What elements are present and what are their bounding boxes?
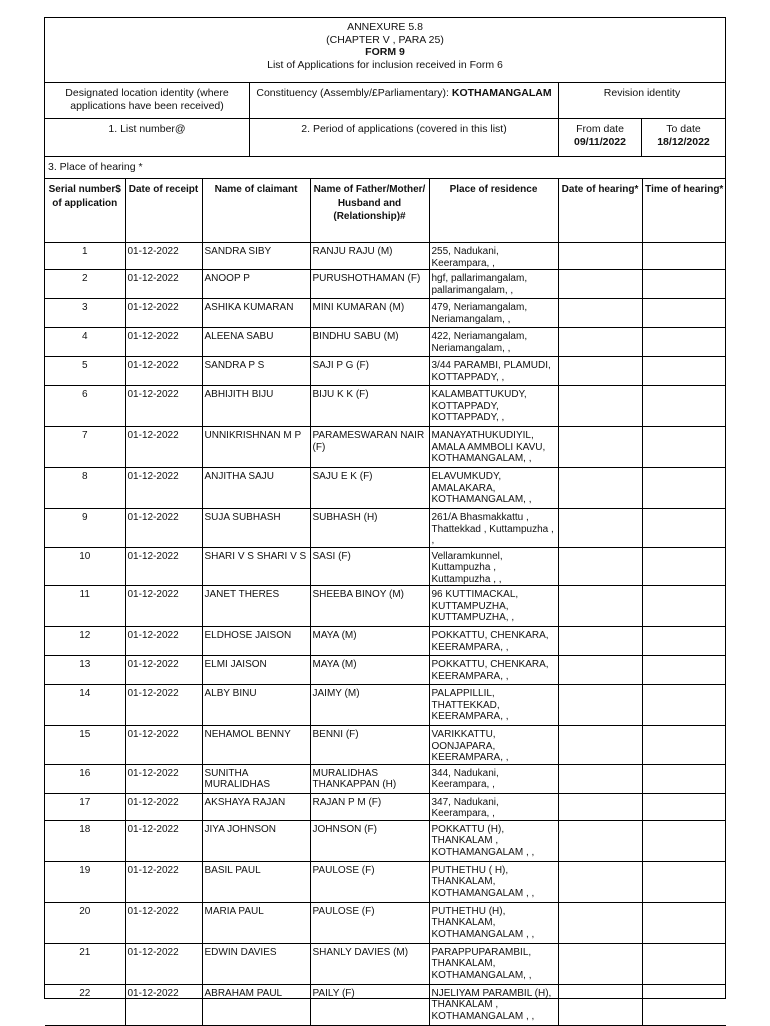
serial-number: 19 bbox=[45, 861, 125, 902]
place-of-residence: 344, Nadukani, Keerampara, , bbox=[429, 764, 558, 793]
claimant-name: ALEENA SABU bbox=[202, 328, 310, 357]
serial-number: 14 bbox=[45, 685, 125, 726]
date-of-receipt: 01-12-2022 bbox=[125, 547, 202, 586]
table-row bbox=[45, 685, 726, 726]
header-hearing-time: Time of hearing* bbox=[642, 179, 726, 243]
list-period-row bbox=[45, 119, 725, 157]
date-of-receipt: 01-12-2022 bbox=[125, 243, 202, 270]
place-of-hearing-label: 3. Place of hearing * bbox=[45, 157, 725, 179]
table-row bbox=[45, 943, 726, 984]
hearing-time-cell bbox=[642, 764, 726, 793]
claimant-name: AKSHAYA RAJAN bbox=[202, 793, 310, 820]
serial-number: 6 bbox=[45, 386, 125, 427]
place-of-residence: PUTHETHU ( H), THANKALAM, KOTHAMANGALAM , , bbox=[429, 861, 558, 902]
date-of-receipt: 01-12-2022 bbox=[125, 902, 202, 943]
relation-name: BENNI (F) bbox=[310, 726, 429, 765]
serial-number: 9 bbox=[45, 509, 125, 548]
hearing-time-cell bbox=[642, 509, 726, 548]
date-of-receipt: 01-12-2022 bbox=[125, 793, 202, 820]
date-of-receipt: 01-12-2022 bbox=[125, 726, 202, 765]
date-of-receipt: 01-12-2022 bbox=[125, 427, 202, 468]
relation-name: JAIMY (M) bbox=[310, 685, 429, 726]
place-of-residence: POKKATTU, CHENKARA, KEERAMPARA, , bbox=[429, 656, 558, 685]
claimant-name: ANJITHA SAJU bbox=[202, 468, 310, 509]
serial-number: 20 bbox=[45, 902, 125, 943]
relation-name: RAJAN P M (F) bbox=[310, 793, 429, 820]
hearing-time-cell bbox=[642, 299, 726, 328]
to-date-label: To date bbox=[666, 123, 701, 135]
claimant-name: JIYA JOHNSON bbox=[202, 820, 310, 861]
hearing-time-cell bbox=[642, 685, 726, 726]
serial-number: 13 bbox=[45, 656, 125, 685]
hearing-time-cell bbox=[642, 468, 726, 509]
date-of-receipt: 01-12-2022 bbox=[125, 861, 202, 902]
relation-name: SAJI P G (F) bbox=[310, 357, 429, 386]
hearing-date-cell bbox=[558, 270, 642, 299]
table-row bbox=[45, 586, 726, 627]
hearing-date-cell bbox=[558, 820, 642, 861]
place-of-residence: MANAYATHUKUDIYIL, AMALA AMMBOLI KAVU, KOTHAMANGALAM, , bbox=[429, 427, 558, 468]
form-9-page bbox=[44, 17, 726, 1022]
date-of-receipt: 01-12-2022 bbox=[125, 270, 202, 299]
hearing-time-cell bbox=[642, 793, 726, 820]
claimant-name: UNNIKRISHNAN M P bbox=[202, 427, 310, 468]
place-of-residence: ELAVUMKUDY, AMALAKARA, KOTHAMANGALAM, , bbox=[429, 468, 558, 509]
relation-name: MINI KUMARAN (M) bbox=[310, 299, 429, 328]
claimant-name: ALBY BINU bbox=[202, 685, 310, 726]
relation-name: BIJU K K (F) bbox=[310, 386, 429, 427]
hearing-date-cell bbox=[558, 509, 642, 548]
hearing-date-cell bbox=[558, 357, 642, 386]
identity-row bbox=[45, 83, 725, 119]
hearing-date-cell bbox=[558, 386, 642, 427]
hearing-date-cell bbox=[558, 902, 642, 943]
place-of-residence: POKKATTU, CHENKARA, KEERAMPARA, , bbox=[429, 627, 558, 656]
table-row bbox=[45, 357, 726, 386]
date-of-receipt: 01-12-2022 bbox=[125, 299, 202, 328]
hearing-date-cell bbox=[558, 586, 642, 627]
hearing-time-cell bbox=[642, 427, 726, 468]
serial-number: 11 bbox=[45, 586, 125, 627]
table-row bbox=[45, 386, 726, 427]
serial-number: 12 bbox=[45, 627, 125, 656]
table-row bbox=[45, 509, 726, 548]
serial-number: 8 bbox=[45, 468, 125, 509]
claimant-name: ANOOP P bbox=[202, 270, 310, 299]
place-of-residence: 96 KUTTIMACKAL, KUTTAMPUZHA, KUTTAMPUZHA, , bbox=[429, 586, 558, 627]
place-of-residence: hgf, pallarimangalam, pallarimangalam, , bbox=[429, 270, 558, 299]
serial-number: 7 bbox=[45, 427, 125, 468]
claimant-name: MARIA PAUL bbox=[202, 902, 310, 943]
table-row bbox=[45, 627, 726, 656]
table-row bbox=[45, 793, 726, 820]
relation-name: MAYA (M) bbox=[310, 656, 429, 685]
hearing-time-cell bbox=[642, 243, 726, 270]
table-row bbox=[45, 726, 726, 765]
date-of-receipt: 01-12-2022 bbox=[125, 357, 202, 386]
form-description: List of Applications for inclusion received in Form 6 bbox=[267, 58, 503, 71]
period-label: 2. Period of applications (covered in this list) bbox=[250, 119, 559, 156]
table-row bbox=[45, 764, 726, 793]
relation-name: SHEEBA BINOY (M) bbox=[310, 586, 429, 627]
hearing-date-cell bbox=[558, 656, 642, 685]
serial-number: 10 bbox=[45, 547, 125, 586]
relation-name: PAULOSE (F) bbox=[310, 861, 429, 902]
table-row bbox=[45, 243, 726, 270]
table-row bbox=[45, 984, 726, 1025]
claimant-name: ABRAHAM PAUL bbox=[202, 984, 310, 1025]
claimant-name: SHARI V S SHARI V S bbox=[202, 547, 310, 586]
place-of-residence: NJELIYAM PARAMBIL (H), THANKALAM , KOTHAMANGALAM , , bbox=[429, 984, 558, 1025]
hearing-time-cell bbox=[642, 586, 726, 627]
header-claimant: Name of claimant bbox=[202, 179, 310, 243]
claimant-name: ELDHOSE JAISON bbox=[202, 627, 310, 656]
relation-name: MURALIDHAS THANKAPPAN (H) bbox=[310, 764, 429, 793]
relation-name: SHANLY DAVIES (M) bbox=[310, 943, 429, 984]
place-of-residence: 422, Neriamangalam, Neriamangalam, , bbox=[429, 328, 558, 357]
annexure-title: ANNEXURE 5.8 bbox=[347, 21, 423, 33]
from-date-cell bbox=[559, 119, 642, 156]
table-row bbox=[45, 820, 726, 861]
hearing-date-cell bbox=[558, 243, 642, 270]
claimant-name: ELMI JAISON bbox=[202, 656, 310, 685]
date-of-receipt: 01-12-2022 bbox=[125, 984, 202, 1025]
relation-name: SUBHASH (H) bbox=[310, 509, 429, 548]
serial-number: 17 bbox=[45, 793, 125, 820]
hearing-time-cell bbox=[642, 861, 726, 902]
hearing-date-cell bbox=[558, 547, 642, 586]
relation-name: PAULOSE (F) bbox=[310, 902, 429, 943]
constituency-value: KOTHAMANGALAM bbox=[451, 87, 552, 99]
header-residence: Place of residence bbox=[429, 179, 558, 243]
hearing-time-cell bbox=[642, 357, 726, 386]
hearing-time-cell bbox=[642, 726, 726, 765]
place-of-residence: 479, Neriamangalam, Neriamangalam, , bbox=[429, 299, 558, 328]
hearing-date-cell bbox=[558, 299, 642, 328]
date-of-receipt: 01-12-2022 bbox=[125, 627, 202, 656]
claimant-name: ABHIJITH BIJU bbox=[202, 386, 310, 427]
constituency-cell bbox=[250, 83, 559, 118]
hearing-date-cell bbox=[558, 468, 642, 509]
from-date-value: 09/11/2022 bbox=[574, 136, 626, 148]
header-serial: Serial number$ of application bbox=[45, 179, 125, 243]
relation-name: PARAMESWARAN NAIR (F) bbox=[310, 427, 429, 468]
chapter-reference: (CHAPTER V , PARA 25) bbox=[326, 33, 444, 46]
hearing-time-cell bbox=[642, 627, 726, 656]
hearing-time-cell bbox=[642, 902, 726, 943]
place-of-residence: POKKATTU (H), THANKALAM , KOTHAMANGALAM , , bbox=[429, 820, 558, 861]
table-row bbox=[45, 299, 726, 328]
date-of-receipt: 01-12-2022 bbox=[125, 656, 202, 685]
date-of-receipt: 01-12-2022 bbox=[125, 328, 202, 357]
claimant-name: BASIL PAUL bbox=[202, 861, 310, 902]
relation-name: JOHNSON (F) bbox=[310, 820, 429, 861]
hearing-time-cell bbox=[642, 656, 726, 685]
table-row bbox=[45, 861, 726, 902]
relation-name: BINDHU SABU (M) bbox=[310, 328, 429, 357]
place-of-residence: KALAMBATTUKUDY, KOTTAPPADY, KOTTAPPADY, , bbox=[429, 386, 558, 427]
list-number-label: 1. List number@ bbox=[45, 119, 250, 156]
to-date-cell bbox=[642, 119, 725, 156]
table-row bbox=[45, 547, 726, 586]
hearing-time-cell bbox=[642, 984, 726, 1025]
date-of-receipt: 01-12-2022 bbox=[125, 509, 202, 548]
claimant-name: SUNITHA MURALIDHAS bbox=[202, 764, 310, 793]
serial-number: 16 bbox=[45, 764, 125, 793]
hearing-time-cell bbox=[642, 328, 726, 357]
header-date-of-receipt: Date of receipt bbox=[125, 179, 202, 243]
place-of-residence: VARIKKATTU, OONJAPARA, KEERAMPARA, , bbox=[429, 726, 558, 765]
form-header bbox=[45, 18, 725, 83]
table-row bbox=[45, 328, 726, 357]
form-title: FORM 9 bbox=[365, 46, 405, 58]
relation-name: SASI (F) bbox=[310, 547, 429, 586]
relation-name: PAILY (F) bbox=[310, 984, 429, 1025]
date-of-receipt: 01-12-2022 bbox=[125, 820, 202, 861]
claimant-name: NEHAMOL BENNY bbox=[202, 726, 310, 765]
place-of-residence: 255, Nadukani, Keerampara, , bbox=[429, 243, 558, 270]
hearing-date-cell bbox=[558, 793, 642, 820]
table-row bbox=[45, 468, 726, 509]
hearing-date-cell bbox=[558, 943, 642, 984]
serial-number: 4 bbox=[45, 328, 125, 357]
relation-name: RANJU RAJU (M) bbox=[310, 243, 429, 270]
date-of-receipt: 01-12-2022 bbox=[125, 685, 202, 726]
serial-number: 3 bbox=[45, 299, 125, 328]
hearing-date-cell bbox=[558, 764, 642, 793]
claimant-name: SANDRA SIBY bbox=[202, 243, 310, 270]
header-relation: Name of Father/Mother/ Husband and (Relationship)# bbox=[310, 179, 429, 243]
from-date-label: From date bbox=[576, 123, 624, 135]
date-of-receipt: 01-12-2022 bbox=[125, 586, 202, 627]
table-row bbox=[45, 270, 726, 299]
serial-number: 5 bbox=[45, 357, 125, 386]
hearing-date-cell bbox=[558, 685, 642, 726]
place-of-residence: Vellaramkunnel, Kuttampuzha , Kuttampuzha , , bbox=[429, 547, 558, 586]
header-hearing-date: Date of hearing* bbox=[558, 179, 642, 243]
hearing-date-cell bbox=[558, 984, 642, 1025]
place-of-residence: PUTHETHU (H), THANKALAM, KOTHAMANGALAM , , bbox=[429, 902, 558, 943]
place-of-residence: PALAPPILLIL, THATTEKKAD, KEERAMPARA, , bbox=[429, 685, 558, 726]
hearing-time-cell bbox=[642, 270, 726, 299]
claimant-name: ASHIKA KUMARAN bbox=[202, 299, 310, 328]
hearing-date-cell bbox=[558, 627, 642, 656]
hearing-time-cell bbox=[642, 943, 726, 984]
constituency-label: Constituency (Assembly/£Parliamentary): bbox=[256, 87, 449, 99]
hearing-date-cell bbox=[558, 726, 642, 765]
applications-table bbox=[45, 179, 726, 1026]
hearing-date-cell bbox=[558, 861, 642, 902]
serial-number: 18 bbox=[45, 820, 125, 861]
hearing-date-cell bbox=[558, 328, 642, 357]
date-of-receipt: 01-12-2022 bbox=[125, 764, 202, 793]
place-of-residence: 261/A Bhasmakkattu , Thattekkad , Kuttampuzha , , bbox=[429, 509, 558, 548]
hearing-time-cell bbox=[642, 547, 726, 586]
date-of-receipt: 01-12-2022 bbox=[125, 468, 202, 509]
date-of-receipt: 01-12-2022 bbox=[125, 386, 202, 427]
place-of-residence: 3/44 PARAMBI, PLAMUDI, KOTTAPPADY, , bbox=[429, 357, 558, 386]
claimant-name: SANDRA P S bbox=[202, 357, 310, 386]
location-label: Designated location identity (where applications have been received) bbox=[45, 83, 250, 118]
date-of-receipt: 01-12-2022 bbox=[125, 943, 202, 984]
relation-name: MAYA (M) bbox=[310, 627, 429, 656]
revision-label: Revision identity bbox=[603, 87, 681, 99]
serial-number: 22 bbox=[45, 984, 125, 1025]
serial-number: 2 bbox=[45, 270, 125, 299]
claimant-name: SUJA SUBHASH bbox=[202, 509, 310, 548]
relation-name: PURUSHOTHAMAN (F) bbox=[310, 270, 429, 299]
place-of-residence: 347, Nadukani, Keerampara, , bbox=[429, 793, 558, 820]
relation-name: SAJU E K (F) bbox=[310, 468, 429, 509]
to-date-value: 18/12/2022 bbox=[657, 136, 710, 148]
hearing-time-cell bbox=[642, 386, 726, 427]
claimant-name: EDWIN DAVIES bbox=[202, 943, 310, 984]
table-header-row bbox=[45, 179, 726, 243]
hearing-date-cell bbox=[558, 427, 642, 468]
table-row bbox=[45, 427, 726, 468]
table-row bbox=[45, 656, 726, 685]
hearing-time-cell bbox=[642, 820, 726, 861]
serial-number: 1 bbox=[45, 243, 125, 270]
serial-number: 15 bbox=[45, 726, 125, 765]
serial-number: 21 bbox=[45, 943, 125, 984]
table-row bbox=[45, 902, 726, 943]
claimant-name: JANET THERES bbox=[202, 586, 310, 627]
place-of-residence: PARAPPUPARAMBIL, THANKALAM, KOTHAMANGALAM, , bbox=[429, 943, 558, 984]
